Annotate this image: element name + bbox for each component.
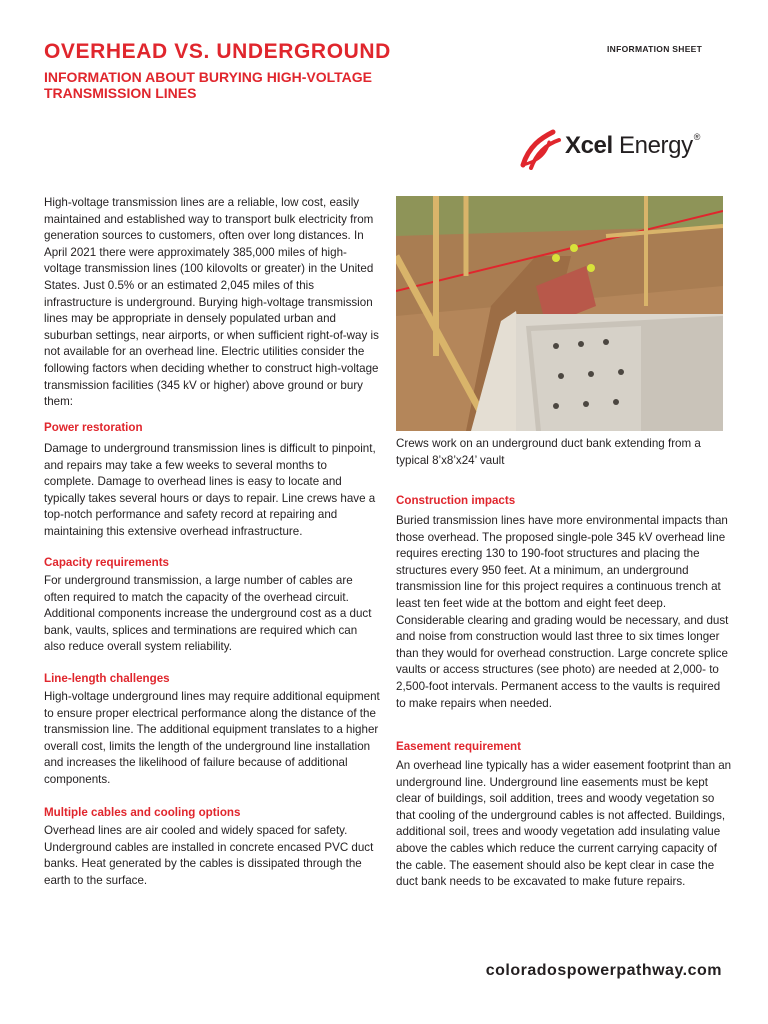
- section-body-construction-impacts: Buried transmission lines have more environmental impacts than those overhead. The proposed single-pole 345 kV overhead line requires erecting 130 to 190-foot structures and placing the structures every 950 feet. At a minimum, an underground transmission line for this project requires a continuous trench at least ten feet wide at the bottom and eight feet deep. Considerable clearing and grading would be necessary, and dust and noise from construction would last three to six times longer than they would for overhead construction. Large concrete splice vaults or access structures (see photo) are needed at 2,000- to 2,500-foot intervals. Permanent access to the vaults is required to make repairs when needed.: [396, 514, 729, 710]
- section-heading-capacity-requirements: Capacity requirements: [44, 556, 170, 569]
- logo-brand-regular: Energy: [612, 132, 693, 159]
- xcel-energy-logo: [565, 132, 700, 160]
- section-heading-line-length-challenges: Line-length challenges: [44, 672, 170, 685]
- document-title: OVERHEAD VS. UNDERGROUND: [44, 40, 391, 63]
- section-body-easement-requirement: An overhead line typically has a wider easement footprint than an underground line. Underground line easements must be kept clear of buildings, soil addition, trees and woody vegetation so that cooling of the underground cables is not affected. Buildings, additional soil, trees and woody vegetation add insulating value above the cables which reduce the current carrying capacity of the cable. The easement should also be kept clear in case the duct bank needs to be excavated to make future repairs.: [396, 759, 732, 889]
- photo-caption: Crews work on an underground duct bank extending from a typical 8’x8’x24’ vault: [396, 437, 701, 467]
- section-heading-multiple-cables: Multiple cables and cooling options: [44, 806, 241, 819]
- section-body-line-length-challenges: High-voltage underground lines may require additional equipment to ensure proper electrical performance along the distance of the transmission line. The additional equipment translates to a higher overall cost, limits the length of the underground line installation and increases the likelihood of failure because of additional components.: [44, 690, 380, 786]
- intro-paragraph: High-voltage transmission lines are a reliable, low cost, easily maintained and established way to transport bulk electricity from generation sources to customers, often over long distances. In April 2021 there were approximately 385,000 miles of high-voltage transmission lines (100 kilovolts or greater) in the United States. Just 0.5% or an estimated 2,045 miles of this infrastructure is underground. Burying high-voltage transmission lines may be appropriate in densely populated urban and suburban settings, near airports, or when sufficient right-of-way is not available for an overhead line. Electric utilities consider the following factors when deciding whether to construct high-voltage transmission facilities (345 kV or higher) above ground or bury them:: [44, 196, 379, 409]
- website-link[interactable]: coloradospowerpathway.com: [485, 962, 722, 979]
- duct-bank-vault-image: [396, 196, 723, 431]
- logo-registered-mark: ®: [693, 132, 700, 142]
- section-heading-power-restoration: Power restoration: [44, 421, 143, 434]
- information-sheet-label: INFORMATION SHEET: [607, 44, 703, 54]
- section-body-capacity-requirements: For underground transmission, a large number of cables are often required to match the capacity of the overhead circuit. Additional components increase the underground cost as a duct bank, vaults, splices and terminations are required which can also reduce overall system reliability.: [44, 574, 372, 654]
- section-body-power-restoration: Damage to underground transmission lines is difficult to pinpoint, and repairs may take a few weeks to several months to complete. Damage to overhead lines is easy to locate and typically takes several hours or days to repair. Line crews have a top-notch performance and safety record at repairing and maintaining this extensive overhead infrastructure.: [44, 442, 376, 538]
- document-subtitle: INFORMATION ABOUT BURYING HIGH-VOLTAGE TRANSMISSION LINES: [44, 69, 372, 101]
- section-body-multiple-cables: Overhead lines are air cooled and widely spaced for safety. Underground cables are installed in concrete encased PVC duct banks. Heat generated by the cables is dissipated through the earth to the surface.: [44, 824, 374, 887]
- logo-brand-bold: Xcel: [565, 132, 613, 159]
- construction-photo: [396, 196, 723, 431]
- section-heading-easement-requirement: Easement requirement: [396, 740, 522, 753]
- section-heading-construction-impacts: Construction impacts: [396, 494, 516, 507]
